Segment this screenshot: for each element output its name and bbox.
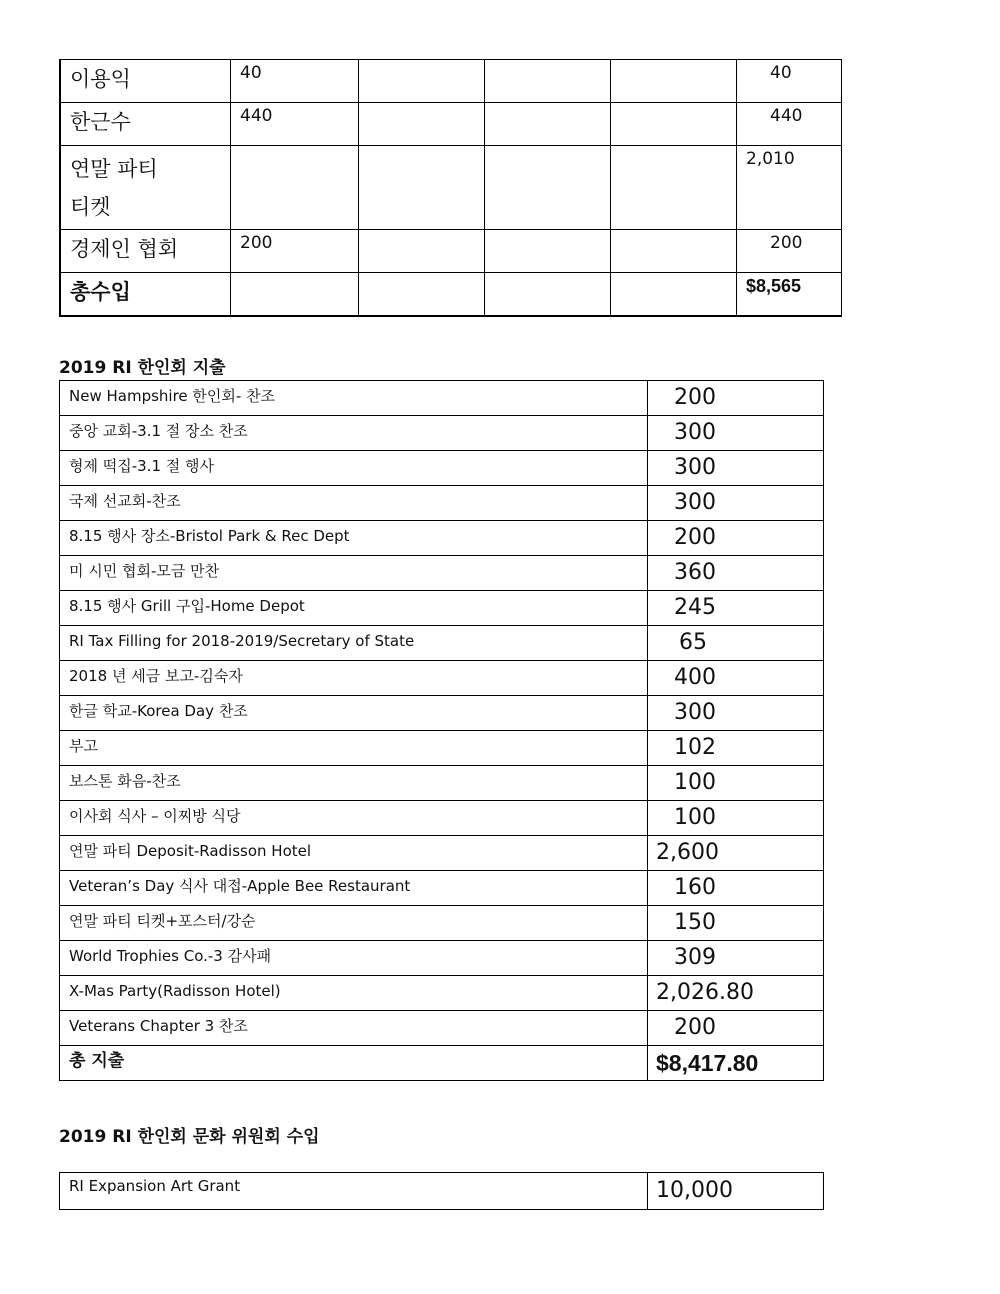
expense-section-title: 2019 RI 한인회 지출 [59, 358, 226, 378]
expense-total-label: 총 지출 [60, 1046, 648, 1081]
row-value: 300 [648, 451, 824, 486]
income-total-cell [737, 146, 842, 230]
income-total-cell [737, 230, 842, 273]
income-amount: 40 [231, 60, 359, 103]
table-row [60, 60, 842, 103]
row-value: 300 [648, 696, 824, 731]
table-row [60, 731, 824, 766]
blank-cell [485, 230, 611, 273]
row-label: 연말 파티 티켓+포스터/강순 [60, 906, 648, 941]
income-amount: 200 [231, 230, 359, 273]
table-row [60, 416, 824, 451]
row-label: 형제 떡집-3.1 절 행사 [60, 451, 648, 486]
row-value: 2,026.80 [648, 976, 824, 1011]
blank-cell [485, 60, 611, 103]
blank-cell [359, 146, 485, 230]
table-row [60, 451, 824, 486]
blank-cell [611, 146, 737, 230]
row-label: 연말 파티 Deposit-Radisson Hotel [60, 836, 648, 871]
income-name-line: 연말 파티 [70, 157, 158, 181]
table-row [60, 906, 824, 941]
table-row [60, 591, 824, 626]
row-value: 160 [648, 871, 824, 906]
blank-cell [359, 103, 485, 146]
row-label: 부고 [60, 731, 648, 766]
income-amount [231, 146, 359, 230]
table-row [60, 871, 824, 906]
table-row [60, 836, 824, 871]
table-row [60, 976, 824, 1011]
culture-section-title: 2019 RI 한인회 문화 위원회 수입 [59, 1127, 320, 1147]
row-value: 309 [648, 941, 824, 976]
table-row [60, 801, 824, 836]
row-value: 100 [648, 766, 824, 801]
table-row [60, 696, 824, 731]
row-label: New Hampshire 한인회- 찬조 [60, 381, 648, 416]
row-label: 국제 선교회-찬조 [60, 486, 648, 521]
table-row [60, 1173, 824, 1210]
row-label: Veterans Chapter 3 찬조 [60, 1011, 648, 1046]
income-name: 한근수 [60, 103, 231, 146]
row-label: 8.15 행사 장소-Bristol Park & Rec Dept [60, 521, 648, 556]
row-label: RI Tax Filling for 2018-2019/Secretary of State [60, 626, 648, 661]
row-value: 200 [648, 521, 824, 556]
row-value: 360 [648, 556, 824, 591]
row-value: 10,000 [648, 1173, 824, 1210]
income-grand-total: $8,565 [746, 276, 802, 296]
income-total-cell [737, 103, 842, 146]
income-grand-total-cell [737, 273, 842, 317]
table-row [60, 381, 824, 416]
row-value: 65 [648, 626, 824, 661]
income-total: 440 [770, 106, 803, 126]
income-total-label: 총수입 [60, 273, 231, 317]
table-row [60, 941, 824, 976]
row-label: 보스톤 화음-찬조 [60, 766, 648, 801]
blank-cell [359, 230, 485, 273]
table-row [60, 626, 824, 661]
table-row [60, 556, 824, 591]
expense-table [59, 380, 824, 1081]
row-label: 중앙 교회-3.1 절 장소 찬조 [60, 416, 648, 451]
blank-cell [485, 146, 611, 230]
income-name [60, 146, 231, 230]
table-row [60, 230, 842, 273]
table-row-total [60, 273, 842, 317]
table-row [60, 766, 824, 801]
blank-cell [611, 230, 737, 273]
blank-cell [611, 60, 737, 103]
row-label: X-Mas Party(Radisson Hotel) [60, 976, 648, 1011]
row-value: 300 [648, 416, 824, 451]
row-label: 8.15 행사 Grill 구입-Home Depot [60, 591, 648, 626]
income-total: 2,010 [746, 149, 795, 169]
row-value: 300 [648, 486, 824, 521]
blank-cell [611, 273, 737, 317]
row-label: 한글 학교-Korea Day 찬조 [60, 696, 648, 731]
table-row [60, 661, 824, 696]
blank-cell [485, 103, 611, 146]
income-table [59, 59, 842, 317]
income-amount: 440 [231, 103, 359, 146]
culture-table [59, 1172, 824, 1210]
row-label: 이사회 식사 – 이찌방 식당 [60, 801, 648, 836]
income-name: 경제인 협회 [60, 230, 231, 273]
row-value: 245 [648, 591, 824, 626]
expense-total-value: $8,417.80 [648, 1046, 824, 1081]
row-value: 200 [648, 381, 824, 416]
row-value: 100 [648, 801, 824, 836]
row-label: 미 시민 협회-모금 만찬 [60, 556, 648, 591]
blank-cell [611, 103, 737, 146]
row-label: Veteran’s Day 식사 대접-Apple Bee Restaurant [60, 871, 648, 906]
income-name-line: 티켓 [70, 195, 111, 219]
table-row [60, 521, 824, 556]
row-value: 2,600 [648, 836, 824, 871]
row-value: 200 [648, 1011, 824, 1046]
table-row [60, 146, 842, 230]
blank-cell [359, 273, 485, 317]
blank-cell [231, 273, 359, 317]
row-value: 102 [648, 731, 824, 766]
blank-cell [359, 60, 485, 103]
table-row-total [60, 1046, 824, 1081]
row-label: RI Expansion Art Grant [60, 1173, 648, 1210]
income-total: 40 [770, 63, 792, 83]
income-total: 200 [770, 233, 803, 253]
income-total-cell [737, 60, 842, 103]
table-row [60, 486, 824, 521]
blank-cell [485, 273, 611, 317]
row-label: 2018 년 세금 보고-김숙자 [60, 661, 648, 696]
income-name: 이용익 [60, 60, 231, 103]
row-label: World Trophies Co.-3 감사패 [60, 941, 648, 976]
row-value: 400 [648, 661, 824, 696]
table-row [60, 103, 842, 146]
table-row [60, 1011, 824, 1046]
row-value: 150 [648, 906, 824, 941]
